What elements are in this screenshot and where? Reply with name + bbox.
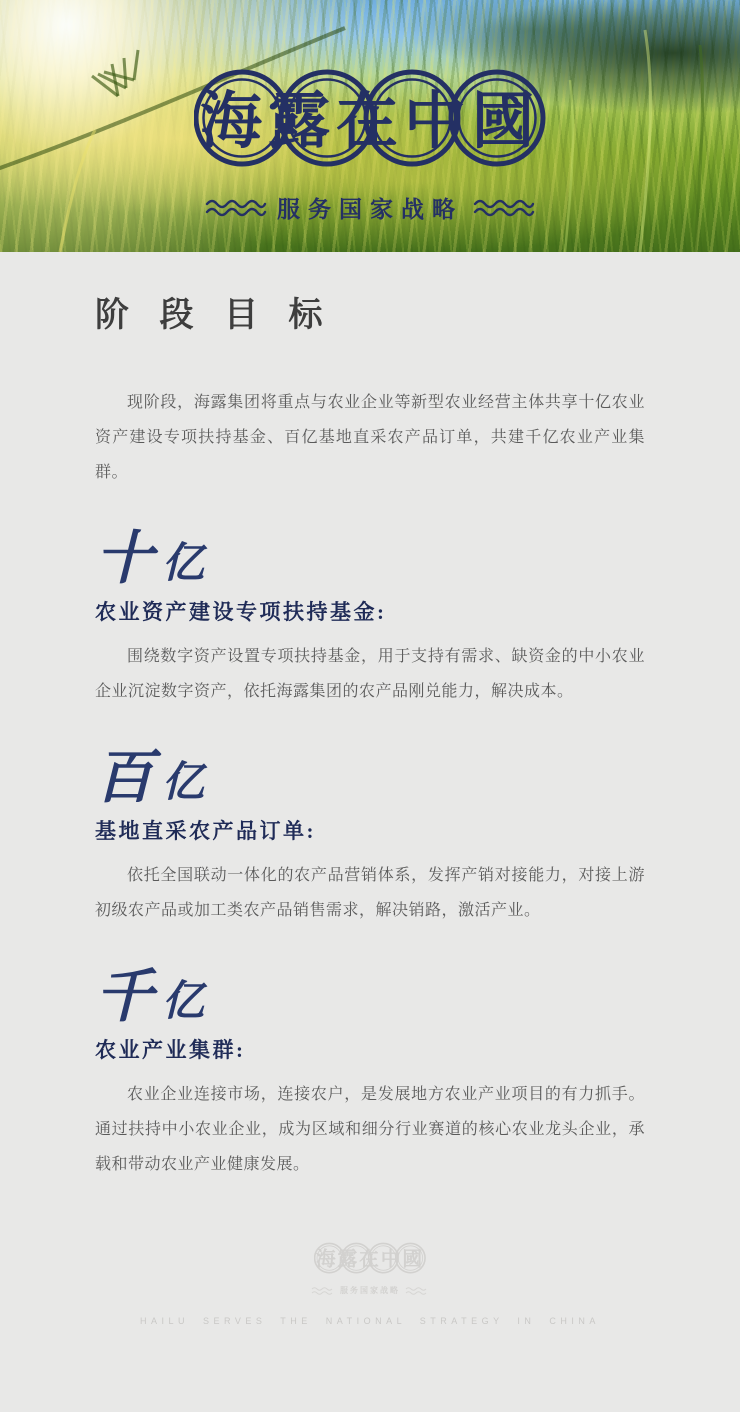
number-main: 百 [95, 745, 154, 811]
page-title: 阶 段 目 标 [95, 297, 334, 334]
goal-body: 围绕数字资产设置专项扶持基金，用于支持有需求、缺资金的中小农业企业沉淀数字资产，依托海露集团的农产品刚兑能力，解决成本。 [95, 648, 645, 701]
wave-icon [405, 1287, 429, 1295]
wave-icon [205, 199, 267, 217]
goal-heading: 基地直采农产品订单: [95, 819, 316, 844]
calligraphy-number [95, 964, 645, 1030]
logo-text: 海露在中國 [199, 88, 541, 156]
hailu-logo [194, 62, 546, 180]
content [0, 296, 740, 1182]
number-main: 十 [95, 526, 154, 592]
hero-logo-block [194, 62, 546, 224]
goal-section-thousand-billion [95, 964, 645, 1182]
watermark-tagline-text: 服务国家战略 [340, 1286, 400, 1296]
watermark-tagline [311, 1285, 429, 1296]
goal-body: 农业企业连接市场，连接农户，是发展地方农业产业项目的有力抓手。通过扶持中小农业企业，成为区域和细分行业赛道的核心农业龙头企业，承载和带动农业产业健康发展。 [95, 1086, 645, 1174]
goal-section-ten-billion [95, 526, 645, 709]
watermark-logo-text: 海露在中國 [315, 1248, 425, 1271]
goal-heading: 农业产业集群: [95, 1038, 246, 1063]
calligraphy-number [95, 526, 645, 592]
header-tagline [194, 191, 546, 224]
number-unit: 亿 [162, 979, 205, 1026]
goal-section-hundred-billion [95, 745, 645, 928]
hero-banner [0, 0, 740, 252]
number-unit: 亿 [162, 541, 205, 588]
calligraphy-number [95, 745, 645, 811]
number-main: 千 [95, 964, 154, 1030]
footer-english-slogan: HAILU SERVES THE NATIONAL STRATEGY IN CHINA [140, 1315, 600, 1326]
goal-heading: 农业资产建设专项扶持基金: [95, 600, 387, 625]
wave-icon [473, 199, 535, 217]
goal-body: 依托全国联动一体化的农产品营销体系，发挥产销对接能力，对接上游初级农产品或加工类农产品销售需求，解决销路，激活产业。 [95, 867, 645, 920]
number-unit: 亿 [162, 760, 205, 807]
wave-icon [311, 1287, 335, 1295]
header-tagline-text: 服务国家战略 [277, 197, 463, 222]
watermark-logo-block [311, 1240, 429, 1296]
watermark-hailu-logo [314, 1240, 426, 1278]
footer [0, 1240, 740, 1412]
intro-paragraph: 现阶段，海露集团将重点与农业企业等新型农业经营主体共享十亿农业资产建设专项扶持基金、百亿基地直采农产品订单，共建千亿农业产业集群。 [95, 394, 645, 482]
